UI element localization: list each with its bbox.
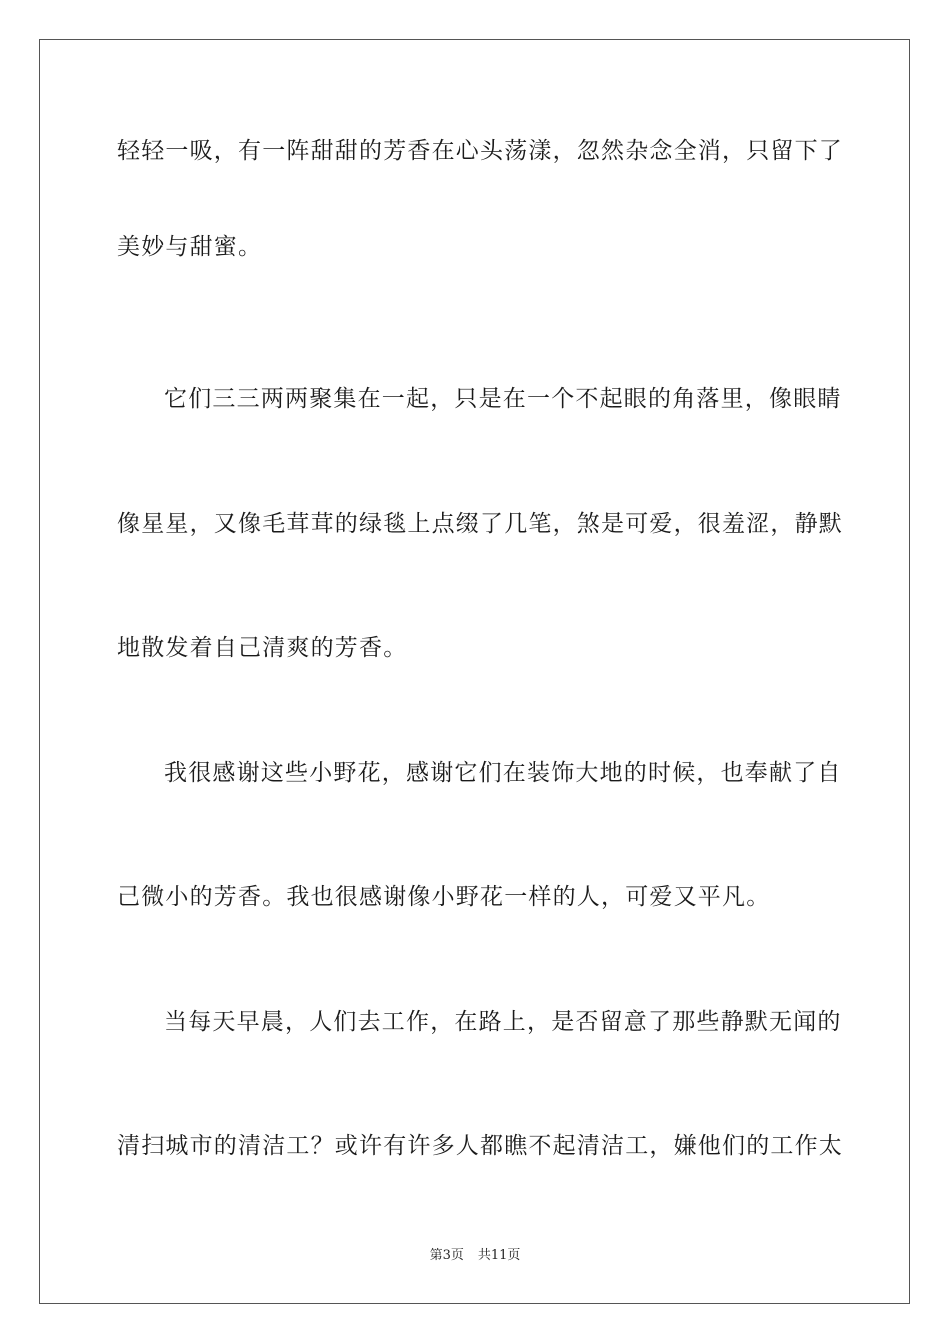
- text-line: 清扫城市的清洁工？或许有许多人都瞧不起清洁工，嫌他们的工作太: [117, 1133, 843, 1159]
- paragraph-first-line: 当每天早晨，人们去工作，在路上，是否留意了那些静默无闻的: [164, 1009, 842, 1035]
- text-line: 地散发着自己清爽的芳香。: [117, 635, 408, 661]
- page-frame: [39, 39, 910, 1304]
- text-line: 己微小的芳香。我也很感谢像小野花一样的人，可爱又平凡。: [117, 884, 771, 910]
- paragraph-first-line: 它们三三两两聚集在一起，只是在一个不起眼的角落里，像眼睛: [164, 386, 842, 412]
- paragraph-first-line: 我很感谢这些小野花，感谢它们在装饰大地的时候，也奉献了自: [164, 760, 842, 786]
- page-total: 共11页: [477, 1248, 521, 1263]
- text-line: 像星星，又像毛茸茸的绿毯上点缀了几笔，煞是可爱，很羞涩，静默: [117, 511, 843, 537]
- page-number: 第3页: [429, 1248, 464, 1263]
- text-line: 美妙与甜蜜。: [117, 234, 263, 260]
- text-line: 轻轻一吸，有一阵甜甜的芳香在心头荡漾，忽然杂念全消，只留下了: [117, 138, 843, 164]
- page-footer: [0, 1247, 950, 1265]
